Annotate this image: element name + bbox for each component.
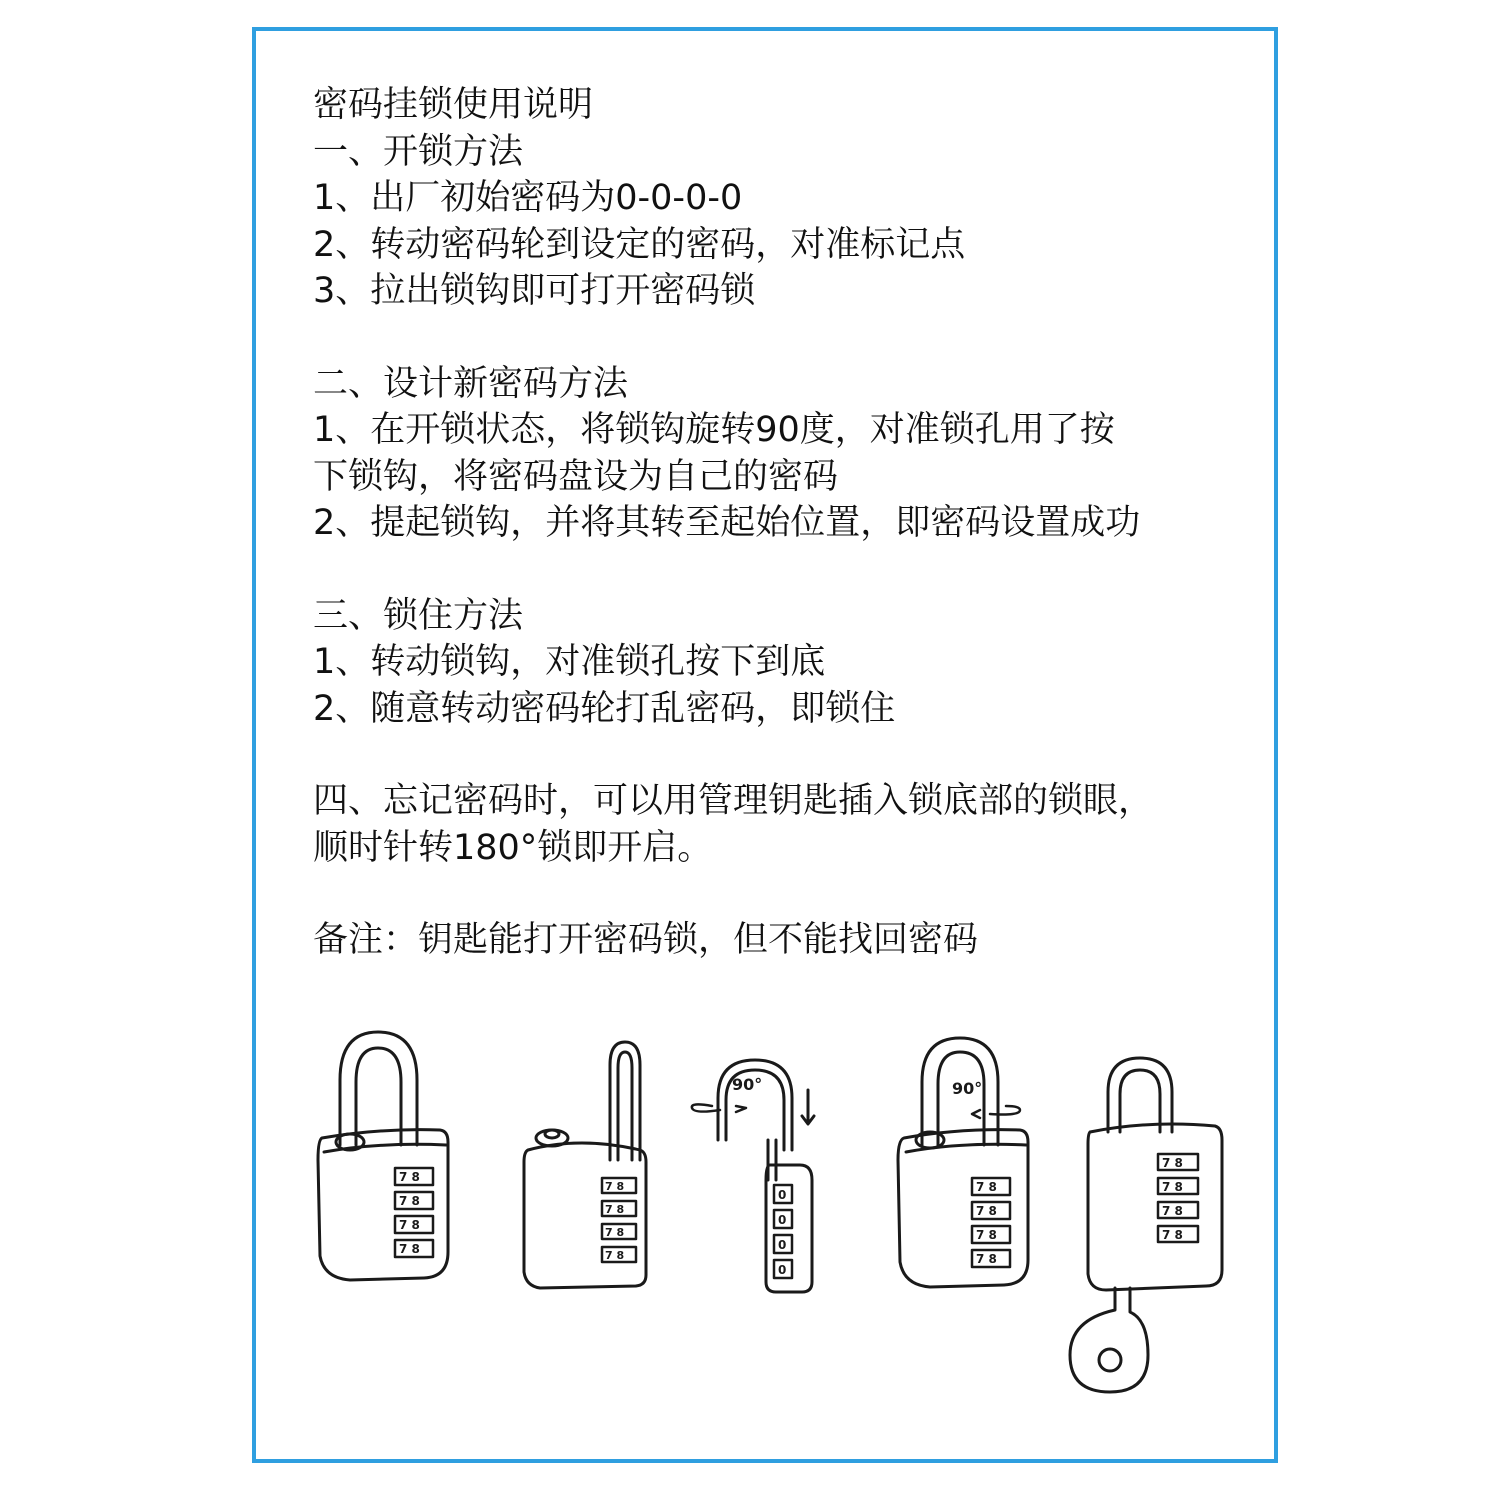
dial-digits-text: 7 8 [976,1180,997,1194]
dial-digits-text: 7 8 [605,1180,625,1193]
dial-digits-text: 7 8 [399,1194,420,1208]
padlock-with-key-illustration [1070,1058,1222,1392]
instruction-line: 下锁钩，将密码盘设为自己的密码 [313,456,839,497]
spacer [313,871,1253,917]
dial-digits-text: 7 8 [1162,1156,1183,1170]
section-heading: 四、忘记密码时，可以用管理钥匙插入锁底部的锁眼， [313,781,1154,821]
dial-digits-text: 7 8 [1162,1228,1183,1242]
padlock-illustrations [300,1020,1260,1400]
padlock-angled-illustration [524,1042,646,1288]
padlock-front-closed-illustration [318,1032,448,1280]
side-digit-text: 0 [778,1263,787,1277]
padlock-front-rotate-illustration [898,1038,1028,1287]
rotation-angle-label: 90° [732,1075,763,1094]
instruction-line: 3、拉出锁钩即可打开密码锁 [313,271,756,311]
side-digit-text: 0 [778,1238,787,1252]
section-heading: 三、锁住方法 [313,595,524,636]
dial-digits-text: 7 8 [976,1228,997,1242]
spacer [313,732,1253,778]
instruction-line: 顺时针转180°锁即开启。 [313,827,713,868]
instruction-line: 2、随意转动密码轮打乱密码，即锁住 [313,688,896,729]
section-heading: 二、设计新密码方法 [313,363,629,404]
section-heading: 一、开锁方法 [313,131,524,172]
dial-digits-text: 7 8 [605,1226,625,1239]
instruction-line: 2、转动密码轮到设定的密码，对准标记点 [313,224,966,265]
rotation-angle-label: 90° [952,1079,983,1098]
spacer [313,315,1253,361]
instruction-line: 1、在开锁状态，将锁钩旋转90度，对准锁孔用了按 [313,410,1115,450]
instructions-text [313,82,1253,964]
dial-digits-text: 7 8 [1162,1180,1183,1194]
instruction-line: 1、转动锁钩，对准锁孔按下到底 [313,642,826,682]
dial-digits-text: 7 8 [605,1249,625,1262]
dial-digits-text: 7 8 [976,1204,997,1218]
padlock-side-rotate-illustration [692,1060,814,1292]
doc-title: 密码挂锁使用说明 [313,85,594,125]
dial-digits-text: 7 8 [605,1203,625,1216]
side-digit-text: 0 [778,1213,787,1227]
dial-digits-text: 7 8 [399,1218,420,1232]
dial-digits-text: 7 8 [399,1242,420,1256]
dial-digits-text: 7 8 [976,1252,997,1266]
dial-digits-text: 7 8 [1162,1204,1183,1218]
dial-digits-text: 7 8 [399,1170,420,1184]
spacer [313,547,1253,593]
instruction-line: 1、出厂初始密码为0-0-0-0 [313,178,743,218]
side-digit-text: 0 [778,1188,787,1202]
instruction-line: 2、提起锁钩，并将其转至起始位置，即密码设置成功 [313,503,1141,543]
note-line: 备注：钥匙能打开密码锁，但不能找回密码 [313,920,979,960]
key-icon [1070,1288,1148,1392]
